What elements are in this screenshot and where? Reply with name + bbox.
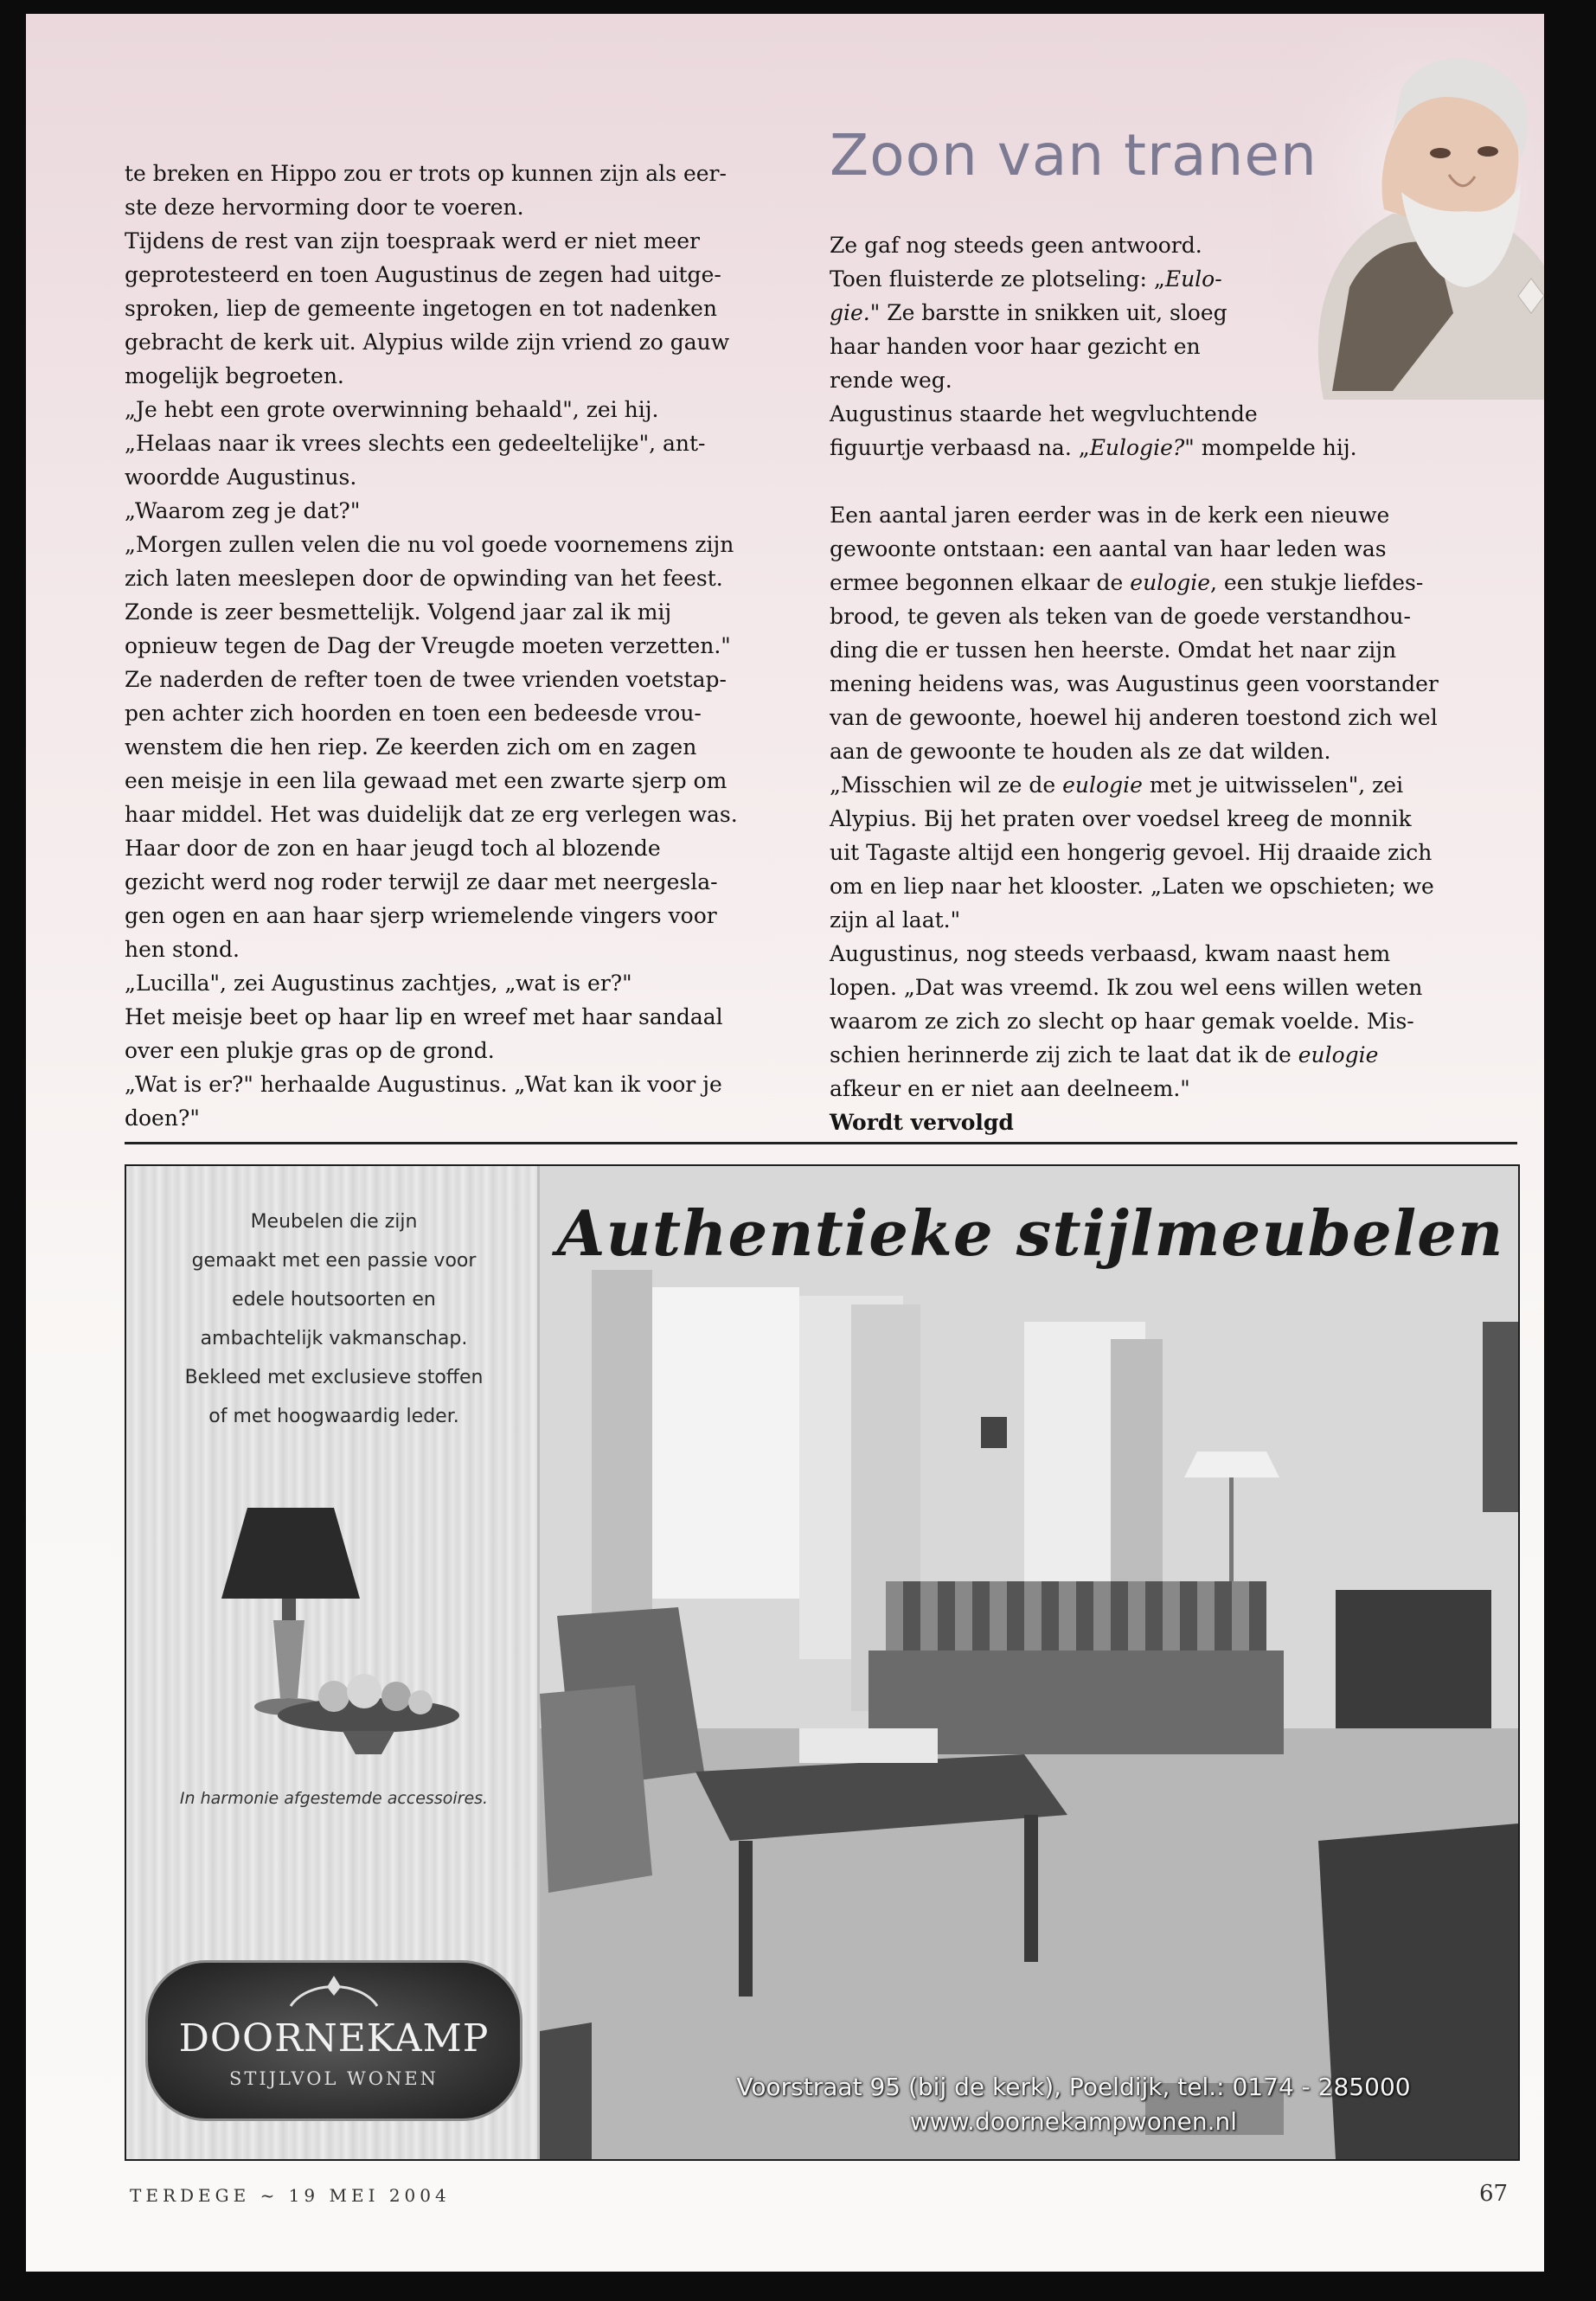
left-line: sproken, liep de gemeente ingetogen en tot nadenken xyxy=(125,296,717,321)
ad-accessories-caption: In harmonie afgestemde accessoires. xyxy=(179,1789,489,1808)
left-line: wenstem die hen riep. Ze keerden zich om en zagen xyxy=(125,734,697,760)
article-divider xyxy=(125,1142,1517,1144)
ad-copy: Meubelen die zijn gemaakt met een passie voor edele houtsoorten en ambachtelijk vakmanschap. Bekleed met exclusieve stoffen of met hoogwaardig leder. xyxy=(184,1211,484,1427)
to-be-continued: Wordt vervolgd xyxy=(830,1110,1014,1135)
left-line: gen ogen en aan haar sjerp wriemelende vingers voor xyxy=(125,903,717,928)
advertisement xyxy=(125,1164,1520,2161)
page-number: 67 xyxy=(1479,2181,1509,2207)
right-line: Een aantal jaren eerder was in de kerk een nieuwe xyxy=(830,503,1390,528)
left-line: hen stond. xyxy=(125,937,240,962)
left-line: haar middel. Het was duidelijk dat ze erg verlegen was. xyxy=(125,802,738,827)
logo-main: DOORNEKAMP xyxy=(178,2016,490,2061)
article-right-column xyxy=(830,228,1518,1139)
ad-address: Voorstraat 95 (bij de kerk), Poeldijk, tel.: 0174 - 285000 xyxy=(736,2073,1411,2101)
left-line: mogelijk begroeten. xyxy=(125,363,344,388)
right-line: zijn al laat." xyxy=(830,907,961,933)
magazine-page xyxy=(26,14,1544,2272)
left-line: „Waarom zeg je dat?" xyxy=(125,498,361,523)
left-line: gebracht de kerk uit. Alypius wilde zijn vriend zo gauw xyxy=(125,330,730,355)
left-line: ste deze hervorming door te voeren. xyxy=(125,195,524,220)
left-line: Tijdens de rest van zijn toespraak werd er niet meer xyxy=(125,228,700,253)
ad-side-panel xyxy=(126,1166,540,2159)
right-line: Augustinus staarde het wegvluchtende xyxy=(830,401,1258,426)
right-line: brood, te geven als teken van de goede verstandhou- xyxy=(830,604,1411,629)
left-line: Het meisje beet op haar lip en wreef met haar sandaal xyxy=(125,1004,723,1029)
lamp-and-fruit-bowl-image xyxy=(195,1508,490,1767)
left-line: zich laten meeslepen door de opwinding van het feest. xyxy=(125,566,723,591)
right-line: lopen. „Dat was vreemd. Ik zou wel eens willen weten xyxy=(830,975,1423,1000)
doornekamp-logo xyxy=(145,1960,522,2121)
right-line: om en liep naar het klooster. „Laten we opschieten; we xyxy=(830,874,1434,899)
right-line: Ze gaf nog steeds geen antwoord. xyxy=(830,233,1202,258)
left-line: „Morgen zullen velen die nu vol goede voornemens zijn xyxy=(125,532,734,557)
right-line: mening heidens was, was Augustinus geen voorstander xyxy=(830,671,1439,696)
right-line: van de gewoonte, hoewel hij anderen toestond zich wel xyxy=(830,705,1438,730)
logo-crest-icon xyxy=(282,1971,386,2015)
left-line: geprotesteerd en toen Augustinus de zegen had uitge- xyxy=(125,262,721,287)
left-line: pen achter zich hoorden en toen een bedeesde vrou- xyxy=(125,701,702,726)
left-line: woordde Augustinus. xyxy=(125,465,357,490)
right-line: Toen fluisterde ze plotseling: „Eulo- xyxy=(830,266,1222,292)
left-line: opnieuw tegen de Dag der Vreugde moeten verzetten." xyxy=(125,633,731,658)
left-line: over een plukje gras op de grond. xyxy=(125,1038,495,1063)
left-line: „Helaas naar ik vrees slechts een gedeeltelijke", ant- xyxy=(125,431,706,456)
article-left-column xyxy=(125,157,812,1135)
right-line: haar handen voor haar gezicht en xyxy=(830,334,1201,359)
right-line: „Misschien wil ze de eulogie met je uitwisselen", zei xyxy=(830,772,1404,798)
right-line: gie." Ze barstte in snikken uit, sloeg xyxy=(830,300,1227,325)
left-line: gezicht werd nog roder terwijl ze daar met neergesla- xyxy=(125,869,718,894)
left-line: „Wat is er?" herhaalde Augustinus. „Wat kan ik voor je xyxy=(125,1072,722,1097)
ad-website-link[interactable]: www.doornekampwonen.nl xyxy=(909,2107,1238,2136)
left-line: „Lucilla", zei Augustinus zachtjes, „wat is er?" xyxy=(125,971,632,996)
right-line: gewoonte ontstaan: een aantal van haar leden was xyxy=(830,536,1387,561)
right-line: schien herinnerde zij zich te laat dat ik de eulogie xyxy=(830,1042,1379,1067)
right-line: rende weg. xyxy=(830,368,952,393)
right-line: afkeur en er niet aan deelneem." xyxy=(830,1076,1190,1101)
left-line: een meisje in een lila gewaad met een zwarte sjerp om xyxy=(125,768,727,793)
left-line: Haar door de zon en haar jeugd toch al blozende xyxy=(125,836,661,861)
article-title: Zoon van tranen xyxy=(830,122,1317,189)
right-line: ermee begonnen elkaar de eulogie, een stukje liefdes- xyxy=(830,570,1424,595)
left-line: Zonde is zeer besmettelijk. Volgend jaar zal ik mij xyxy=(125,599,672,625)
right-line: waarom ze zich zo slecht op haar gemak voelde. Mis- xyxy=(830,1009,1414,1034)
left-line: te breken en Hippo zou er trots op kunnen zijn als eer- xyxy=(125,161,727,186)
right-line: Augustinus, nog steeds verbaasd, kwam naast hem xyxy=(830,941,1391,966)
logo-subtitle: STIJLVOL WONEN xyxy=(228,2068,439,2089)
living-room-photo xyxy=(540,1166,1518,2159)
right-line: ding die er tussen hen heerste. Omdat het naar zijn xyxy=(830,638,1397,663)
left-line: Ze naderden de refter toen de twee vrienden voetstap- xyxy=(125,667,727,692)
right-line: Alypius. Bij het praten over voedsel kreeg de monnik xyxy=(830,806,1412,831)
ad-contact xyxy=(663,2070,1484,2139)
publication-footer: TERDEGE ~ 19 MEI 2004 xyxy=(130,2185,451,2206)
ad-headline: Authentieke stijlmeubelen xyxy=(556,1196,1504,1270)
left-line: „Je hebt een grote overwinning behaald", zei hij. xyxy=(125,397,659,422)
right-line: figuurtje verbaasd na. „Eulogie?" mompelde hij. xyxy=(830,435,1357,460)
right-line: uit Tagaste altijd een hongerig gevoel. Hij draaide zich xyxy=(830,840,1433,865)
right-line: aan de gewoonte te houden als ze dat wilden. xyxy=(830,739,1331,764)
left-line: doen?" xyxy=(125,1106,200,1131)
